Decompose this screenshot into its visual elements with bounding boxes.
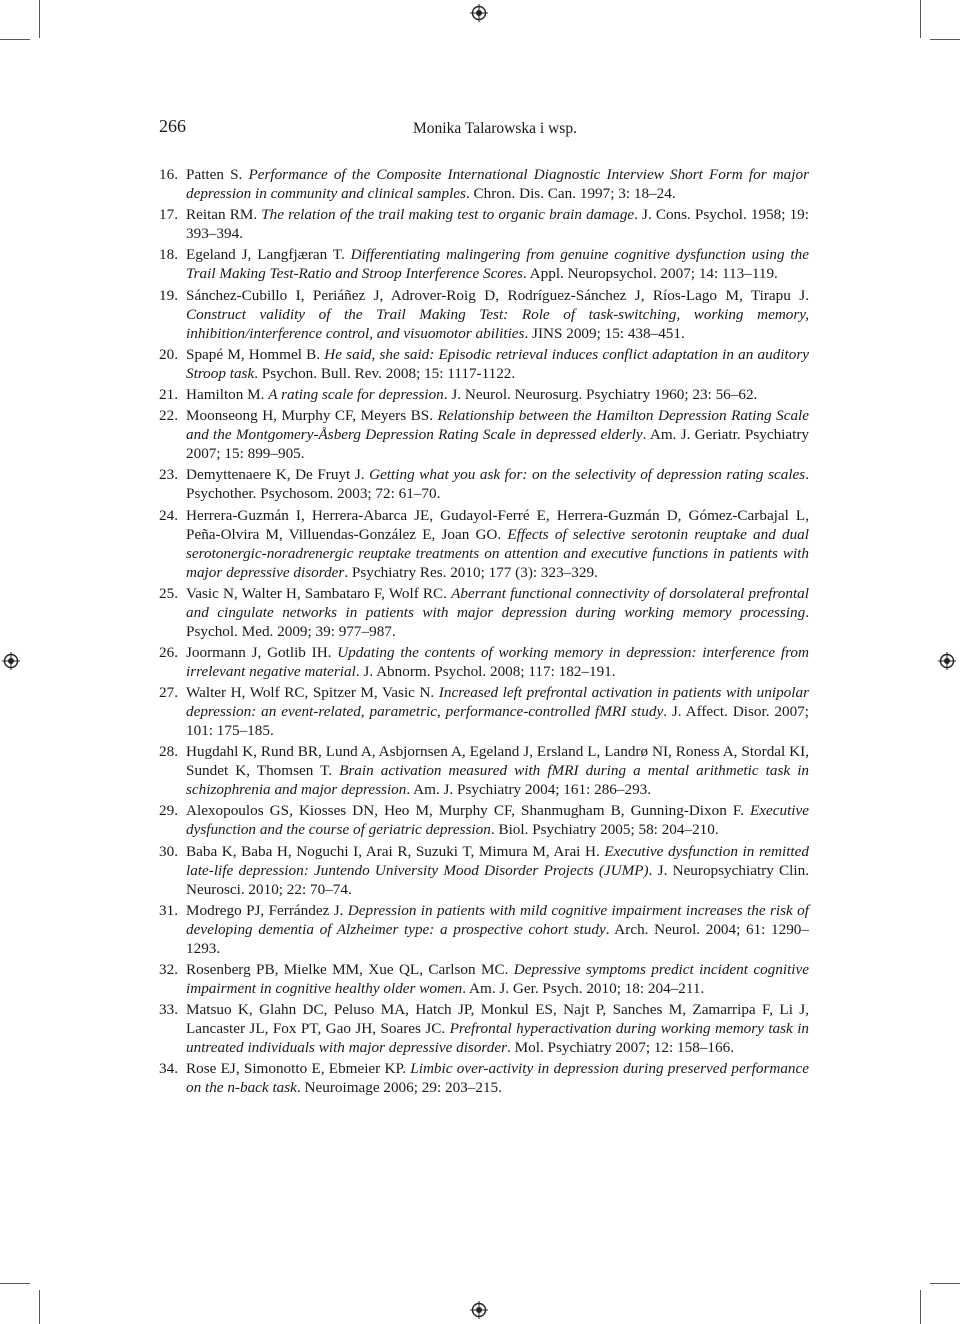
reference-authors: Baba K, Baba H, Noguchi I, Arai R, Suzuki T, Mimura M, Arai H. xyxy=(186,842,605,860)
reference-number: 29. xyxy=(159,802,178,820)
reference-number: 23. xyxy=(159,466,178,484)
crop-mark-bottom-right xyxy=(920,1290,921,1324)
reference-authors: Moonseong H, Murphy CF, Meyers BS. xyxy=(186,407,438,425)
reference-item xyxy=(159,345,809,383)
reference-number: 30. xyxy=(159,842,178,860)
reference-source: . Psychiatry Res. 2010; 177 (3): 323–329. xyxy=(344,563,598,581)
reference-number: 19. xyxy=(159,286,178,304)
reference-title: Depression in patients with mild cognitive impairment increases the risk of developing dementia of Alzheimer type: a prospective cohort study xyxy=(186,901,809,938)
reference-number: 18. xyxy=(159,246,178,264)
reference-title: Relationship between the Hamilton Depression Rating Scale and the Montgomery-Åsberg Depression Rating Scale in depressed elderly xyxy=(186,407,809,444)
reference-number: 33. xyxy=(159,1001,178,1019)
reference-list xyxy=(159,165,809,1100)
reference-number: 28. xyxy=(159,743,178,761)
registration-mark-right-icon xyxy=(938,652,956,670)
reference-item xyxy=(159,1059,809,1097)
reference-item xyxy=(159,286,809,343)
reference-title: Prefrontal hyperactivation during working memory task in untreated individuals with major depressive disorder xyxy=(186,1020,810,1057)
reference-authors: Matsuo K, Glahn DC, Peluso MA, Hatch JP, Monkul ES, Najt P, Sanches M, Zamarripa F, Li J, Lancaster JL, Fox PT, Gao JH, Soares JC. xyxy=(186,1001,809,1038)
reference-item xyxy=(159,406,809,463)
page-number: 266 xyxy=(159,116,186,136)
registration-mark-left-icon xyxy=(2,652,20,670)
reference-authors: Rosenberg PB, Mielke MM, Xue QL, Carlson MC. xyxy=(186,961,514,978)
reference-number: 34. xyxy=(159,1060,178,1078)
reference-text xyxy=(186,643,809,681)
reference-text xyxy=(186,165,809,203)
reference-text xyxy=(186,901,809,958)
reference-source: . J. Neurol. Neurosurg. Psychiatry 1960; 23: 56–62. xyxy=(443,385,758,403)
reference-title: A rating scale for depression xyxy=(268,385,444,403)
reference-source: . Chron. Dis. Can. 1997; 3: 18–24. xyxy=(465,185,676,202)
reference-authors: Spapé M, Hommel B. xyxy=(186,345,325,363)
reference-authors: Patten S. xyxy=(186,166,249,183)
reference-source: . JINS 2009; 15: 438–451. xyxy=(524,324,685,342)
reference-authors: Demyttenaere K, De Fruyt J. xyxy=(186,466,370,484)
reference-source: . J. Cons. Psychol. 1958; 19: 393–394. xyxy=(186,206,809,243)
reference-source: . Biol. Psychiatry 2005; 58: 204–210. xyxy=(490,821,719,839)
reference-text xyxy=(186,960,809,998)
reference-item xyxy=(159,506,809,582)
reference-authors: Hamilton M. xyxy=(186,385,269,403)
reference-number: 16. xyxy=(159,166,178,183)
reference-number: 32. xyxy=(159,961,178,978)
reference-source: . Mol. Psychiatry 2007; 12: 158–166. xyxy=(507,1039,734,1057)
reference-text xyxy=(186,742,809,799)
reference-text xyxy=(186,584,809,641)
reference-source: . Psychother. Psychosom. 2003; 72: 61–70. xyxy=(186,466,810,503)
reference-authors: Herrera-Guzmán I, Herrera-Abarca JE, Gudayol-Ferré E, Herrera-Guzmán D, Gómez-Carbajal L, Peña-Olvira M, Villuendas-González E, Joan GO. xyxy=(186,506,809,543)
reference-source: . Neuroimage 2006; 29: 203–215. xyxy=(296,1079,502,1097)
crop-mark-right-bottom xyxy=(930,1283,960,1284)
reference-source: . Am. J. Ger. Psych. 2010; 18: 204–211. xyxy=(462,980,705,997)
crop-mark-left-bottom xyxy=(0,1283,30,1284)
reference-text xyxy=(186,842,809,899)
reference-item xyxy=(159,643,809,681)
crop-mark-left-top xyxy=(0,39,30,40)
reference-text xyxy=(186,465,809,503)
reference-text xyxy=(186,205,809,243)
reference-source: . J. Neuropsychiatry Clin. Neurosci. 2010; 22: 70–74. xyxy=(186,861,810,898)
reference-number: 17. xyxy=(159,206,178,224)
reference-number: 27. xyxy=(159,684,178,702)
reference-title: Aberrant functional connectivity of dorsolateral prefrontal and cingulate networks in patients with major depression during working memory processing xyxy=(186,584,809,621)
reference-title: Limbic over-activity in depression during preserved performance on the n-back task xyxy=(186,1060,809,1097)
reference-source: . Am. J. Psychiatry 2004; 161: 286–293. xyxy=(406,781,652,799)
reference-source: . Appl. Neuropsychol. 2007; 14: 113–119. xyxy=(522,265,778,283)
reference-item xyxy=(159,1000,809,1057)
crop-mark-top-right xyxy=(920,0,921,38)
reference-authors: Rose EJ, Simonotto E, Ebmeier KP. xyxy=(186,1060,411,1078)
reference-text xyxy=(186,385,809,404)
reference-source: . J. Affect. Disor. 2007; 101: 175–185. xyxy=(186,703,809,740)
reference-text xyxy=(186,245,809,283)
reference-authors: Modrego PJ, Ferrández J. xyxy=(186,901,348,919)
reference-text xyxy=(186,1059,809,1097)
crop-mark-top-left xyxy=(39,0,40,38)
reference-authors: Egeland J, Langfjæran T. xyxy=(186,246,351,264)
reference-number: 26. xyxy=(159,643,178,661)
reference-source: . Psychol. Med. 2009; 39: 977–987. xyxy=(186,603,809,640)
reference-title: Getting what you ask for: on the selectivity of depression rating scales xyxy=(369,466,806,484)
reference-source: . Am. J. Geriatr. Psychiatry 2007; 15: 899–905. xyxy=(186,426,809,463)
reference-item xyxy=(159,960,809,998)
reference-title: Executive dysfunction and the course of geriatric depression xyxy=(186,802,809,839)
reference-title: Performance of the Composite International Diagnostic Interview Short Form for major depression in community and clinical samples xyxy=(186,166,809,202)
reference-item xyxy=(159,842,809,899)
reference-source: . Arch. Neurol. 2004; 61: 1290–1293. xyxy=(186,920,809,957)
reference-number: 22. xyxy=(159,407,178,425)
reference-title: Updating the contents of working memory in depression: interference from irrelevant negative material xyxy=(186,643,809,680)
reference-text xyxy=(186,506,809,582)
reference-number: 21. xyxy=(159,385,178,403)
reference-authors: Walter H, Wolf RC, Spitzer M, Vasic N. xyxy=(186,684,439,702)
reference-title: Executive dysfunction in remitted late-life depression: Juntendo University Mood Disorder Projects (JUMP) xyxy=(186,842,809,879)
reference-authors: Sánchez-Cubillo I, Periáñez J, Adrover-Roig D, Rodríguez-Sánchez J, Ríos-Lago M, Tirapu J. xyxy=(186,286,809,304)
reference-item xyxy=(159,901,809,958)
reference-title: The relation of the trail making test to organic brain damage xyxy=(261,206,635,224)
reference-text xyxy=(186,1000,809,1057)
reference-authors: Vasic N, Walter H, Sambataro F, Wolf RC. xyxy=(186,584,452,602)
reference-item xyxy=(159,245,809,283)
reference-item xyxy=(159,205,809,243)
reference-item xyxy=(159,683,809,740)
reference-number: 31. xyxy=(159,901,178,919)
reference-text xyxy=(186,286,809,343)
reference-title: Construct validity of the Trail Making Test: Role of task-switching, working memory, inhibition/interference control, and visuomotor abilities xyxy=(186,305,809,342)
reference-item xyxy=(159,385,809,404)
reference-text xyxy=(186,406,809,463)
reference-title: Depressive symptoms predict incident cognitive impairment in cognitive healthy older women xyxy=(186,961,810,997)
reference-number: 25. xyxy=(159,584,178,602)
reference-text xyxy=(186,801,809,839)
reference-title: Increased left prefrontal activation in patients with unipolar depression: an event-related, parametric, performance-controlled fMRI study xyxy=(186,684,809,721)
reference-source: . J. Abnorm. Psychol. 2008; 117: 182–191. xyxy=(355,662,616,680)
reference-title: He said, she said: Episodic retrieval induces conflict adaptation in an auditory Stroop task xyxy=(186,345,809,382)
reference-item xyxy=(159,465,809,503)
reference-text xyxy=(186,345,809,383)
reference-item xyxy=(159,742,809,799)
reference-item xyxy=(159,584,809,641)
reference-title: Differentiating malingering from genuine cognitive dysfunction using the Trail Making Test-Ratio and Stroop Interference Scores xyxy=(186,246,809,283)
crop-mark-right-top xyxy=(930,39,960,40)
reference-title: Effects of selective serotonin reuptake and dual serotonergic-noradrenergic reuptake treatments on attention and executive functions in patients with major depressive disorder xyxy=(186,525,809,581)
reference-source: . Psychon. Bull. Rev. 2008; 15: 1117-1122. xyxy=(254,364,516,382)
reference-authors: Joormann J, Gotlib IH. xyxy=(186,643,338,661)
crop-mark-bottom-left xyxy=(39,1290,40,1324)
reference-authors: Alexopoulos GS, Kiosses DN, Heo M, Murphy CF, Shanmugham B, Gunning-Dixon F. xyxy=(186,802,750,820)
reference-text xyxy=(186,683,809,740)
running-head: Monika Talarowska i wsp. xyxy=(413,120,577,137)
reference-authors: Reitan RM. xyxy=(186,206,262,224)
reference-item xyxy=(159,801,809,839)
reference-number: 24. xyxy=(159,506,178,524)
reference-number: 20. xyxy=(159,345,178,363)
registration-mark-bottom-icon xyxy=(470,1301,488,1319)
reference-authors: Hugdahl K, Rund BR, Lund A, Asbjornsen A, Egeland J, Ersland L, Landrø NI, Roness A, Stordal KI, Sundet K, Thomsen T. xyxy=(186,743,809,780)
reference-title: Brain activation measured with fMRI during a mental arithmetic task in schizophrenia and major depression xyxy=(186,762,810,799)
reference-item xyxy=(159,165,809,203)
registration-mark-top-icon xyxy=(470,4,488,22)
